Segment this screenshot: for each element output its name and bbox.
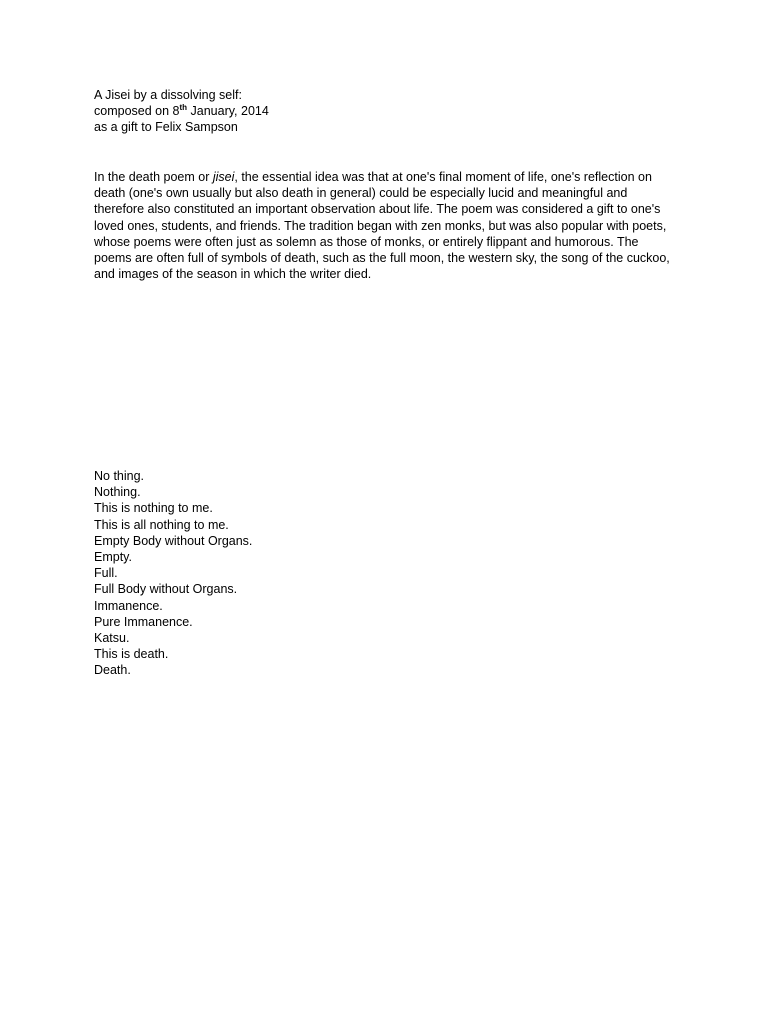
intro-term-jisei: jisei [212,170,235,184]
poem-line: Full. [94,566,118,581]
heading-date-suffix: January, 2014 [187,104,269,119]
intro-text-after: , the essential idea was that at one's final moment of life, one's reflection on death (one's own usually but also death in general) could be especially lucid and meaningful and therefore also constituted an important observation about life. The poem was considered a gift to one's loved ones, students, and friends. The tradition began with zen monks, but was also popular with poets, whose poems were often just as solemn as those of monks, or entirely flippant and humorous. The poems are often full of symbols of death, such as the full moon, the western sky, the song of the cuckoo, and images of the season in which the writer died. [94,170,670,282]
poem-line: Death. [94,663,131,678]
poem-line: Immanence. [94,598,163,613]
poem-line: Empty. [94,550,132,565]
document-heading [94,87,694,136]
poem-line: Katsu. [94,631,130,646]
heading-date [94,103,694,119]
poem-line: Full Body without Organs. [94,582,238,597]
heading-date-prefix: composed on 8 [94,104,180,119]
heading-dedication: as a gift to Felix Sampson [94,120,238,135]
poem-line: No thing. [94,469,145,483]
intro-paragraph [94,169,676,282]
poem [94,468,494,679]
poem-line: Empty Body without Organs. [94,533,253,548]
heading-title: A Jisei by a dissolving self: [94,88,242,102]
poem-line: This is all nothing to me. [94,517,229,532]
poem-line: Pure Immanence. [94,614,193,629]
intro-text-before: In the death poem or [94,170,213,184]
poem-line: Nothing. [94,485,141,500]
poem-line: This is death. [94,647,169,662]
poem-line: This is nothing to me. [94,501,213,516]
heading-date-ordinal: th [179,103,188,113]
